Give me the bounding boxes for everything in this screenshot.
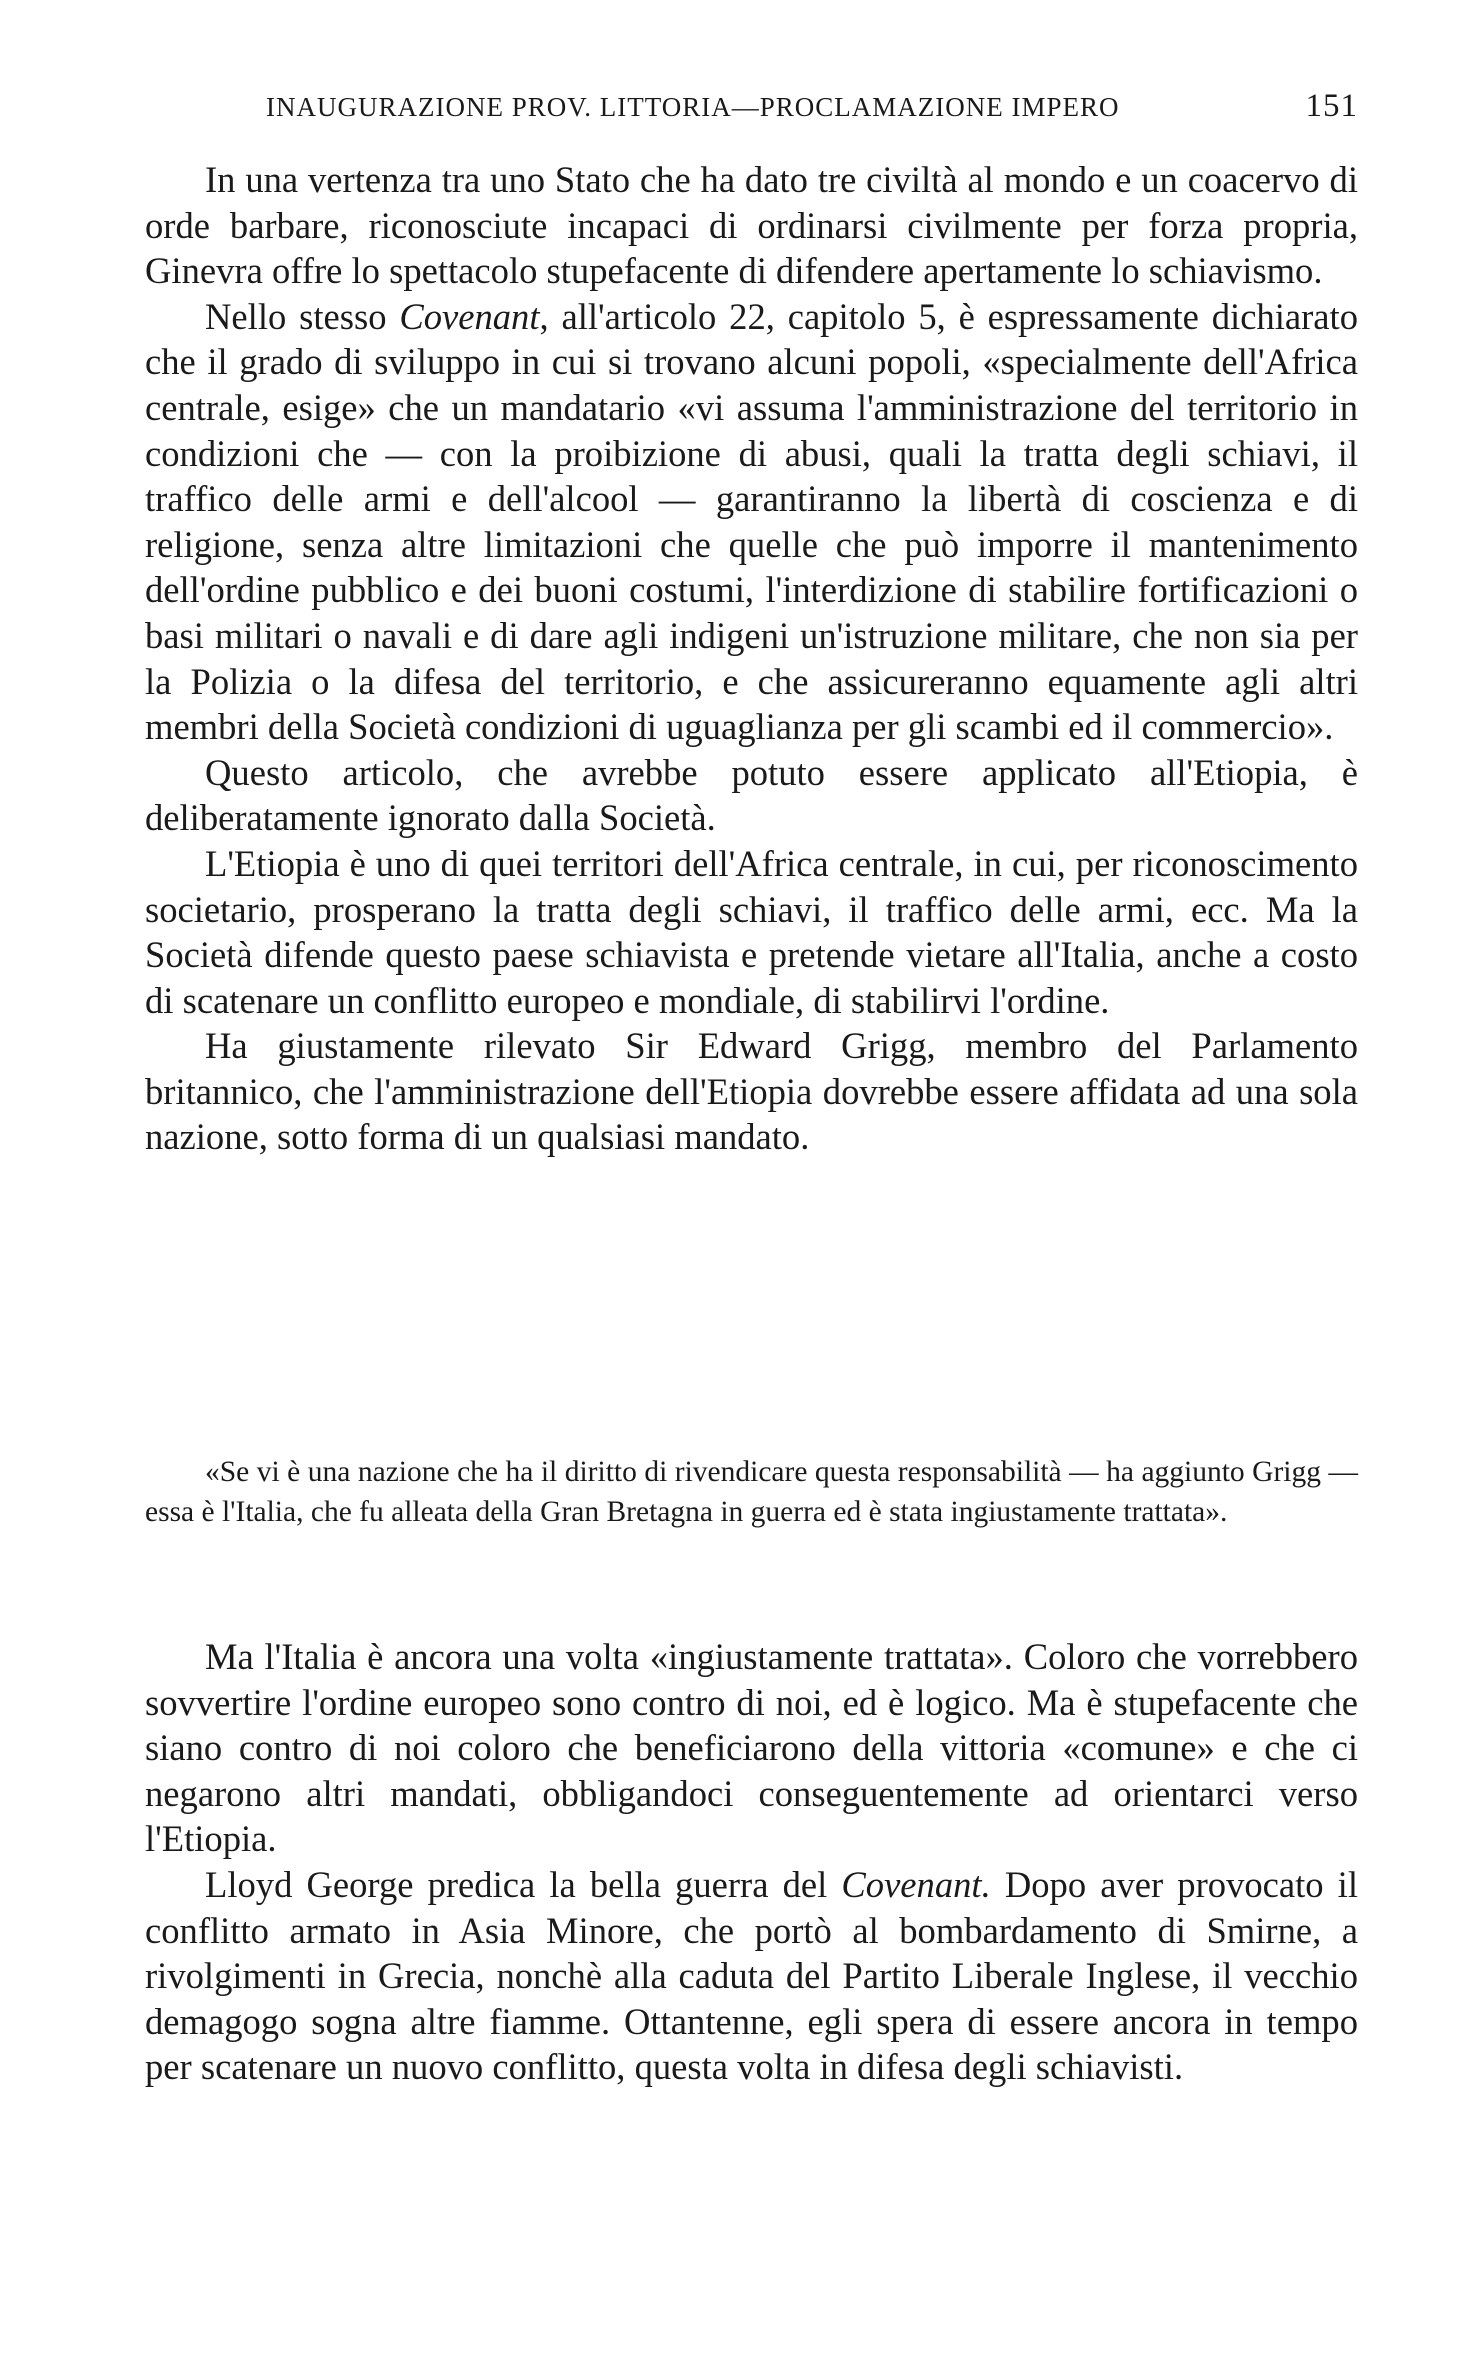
text-run: Lloyd George predica la bella guerra del xyxy=(205,1863,842,1905)
paragraph: In una vertenza tra uno Stato che ha dato tre civiltà al mondo e un coacervo di orde barbare, riconosciute incapaci di ordinarsi civilmente per forza propria, Ginevra offre lo spettacolo stupefacente di difendere apertamente lo schiavismo. xyxy=(145,159,1358,292)
paragraph: Questo articolo, che avrebbe potuto essere applicato all'Etiopia, è deliberatamente ignorato dalla Società. xyxy=(145,751,1358,839)
page-number: 151 xyxy=(1305,88,1358,124)
body-text-top xyxy=(145,157,1358,1160)
text-run: , all'articolo 22, capitolo 5, è espressamente dichiarato che il grado di sviluppo in cui si trovano alcuni popoli, «specialmente dell'Africa centrale, esige» che un mandatario «vi assuma l'amministrazione del territorio in condizioni che — con la proibizione di abusi, quali la tratta degli schiavi, il traffico delle armi e dell'alcool — garantiranno la libertà di coscienza e di religione, senza altre limitazioni che quelle che può imporre il mantenimento dell'ordine pubblico e dei buoni costumi, l'interdizione di stabilire fortificazioni o basi militari o navali e di dare agli indigeni un'istruzione militare, che non sia per la Polizia o la difesa del territorio, e che assicureranno equamente agli altri membri della Società condizioni di uguaglianza per gli scambi ed il commercio». xyxy=(145,295,1358,748)
text-run: Dopo aver provocato il conflitto armato in Asia Minore, che portò al bombardamento di Smirne, a rivolgimenti in Grecia, nonchè alla caduta del Partito Liberale Inglese, il vecchio demagogo sogna altre fiamme. Ottantenne, egli spera di essere ancora in tempo per scatenare un nuovo conflitto, questa volta in difesa degli schiavisti. xyxy=(145,1863,1359,2088)
paragraph xyxy=(145,294,1358,750)
quote-text: «Se vi è una nazione che ha il diritto di rivendicare questa responsabilità — ha aggiunto Grigg — essa è l'Italia, che fu alleata della Gran Bretagna in guerra ed è stata ingiustamente trattata». xyxy=(145,1456,1358,1528)
paragraph xyxy=(145,1862,1358,2090)
italic-term: Covenant. xyxy=(841,1863,991,1905)
paragraph: L'Etiopia è uno di quei territori dell'Africa centrale, in cui, per riconoscimento societario, prosperano la tratta degli schiavi, il traffico delle armi, ecc. Ma la Società difende questo paese schiavista e pretende vietare all'Italia, anche a costo di scatenare un conflitto europeo e mondiale, di stabilirvi l'ordine. xyxy=(145,842,1358,1021)
italic-term: Covenant xyxy=(399,295,540,337)
block-quote xyxy=(145,1452,1358,1532)
running-header xyxy=(266,88,1358,132)
header-title: INAUGURAZIONE PROV. LITTORIA—PROCLAMAZIONE IMPERO xyxy=(266,92,1120,122)
body-text-bottom xyxy=(145,1634,1358,2090)
text-run: Nello stesso xyxy=(205,295,400,337)
paragraph: Ha giustamente rilevato Sir Edward Grigg, membro del Parlamento britannico, che l'amministrazione dell'Etiopia dovrebbe essere affidata ad una sola nazione, sotto forma di un qualsiasi mandato. xyxy=(145,1025,1358,1158)
paragraph: Ma l'Italia è ancora una volta «ingiustamente trattata». Coloro che vorrebbero sovvertire l'ordine europeo sono contro di noi, ed è logico. Ma è stupefacente che siano contro di noi coloro che beneficiarono della vittoria «comune» e che ci negarono altri mandati, obbligandoci conseguentemente ad orientarci verso l'Etiopia. xyxy=(145,1636,1358,1860)
